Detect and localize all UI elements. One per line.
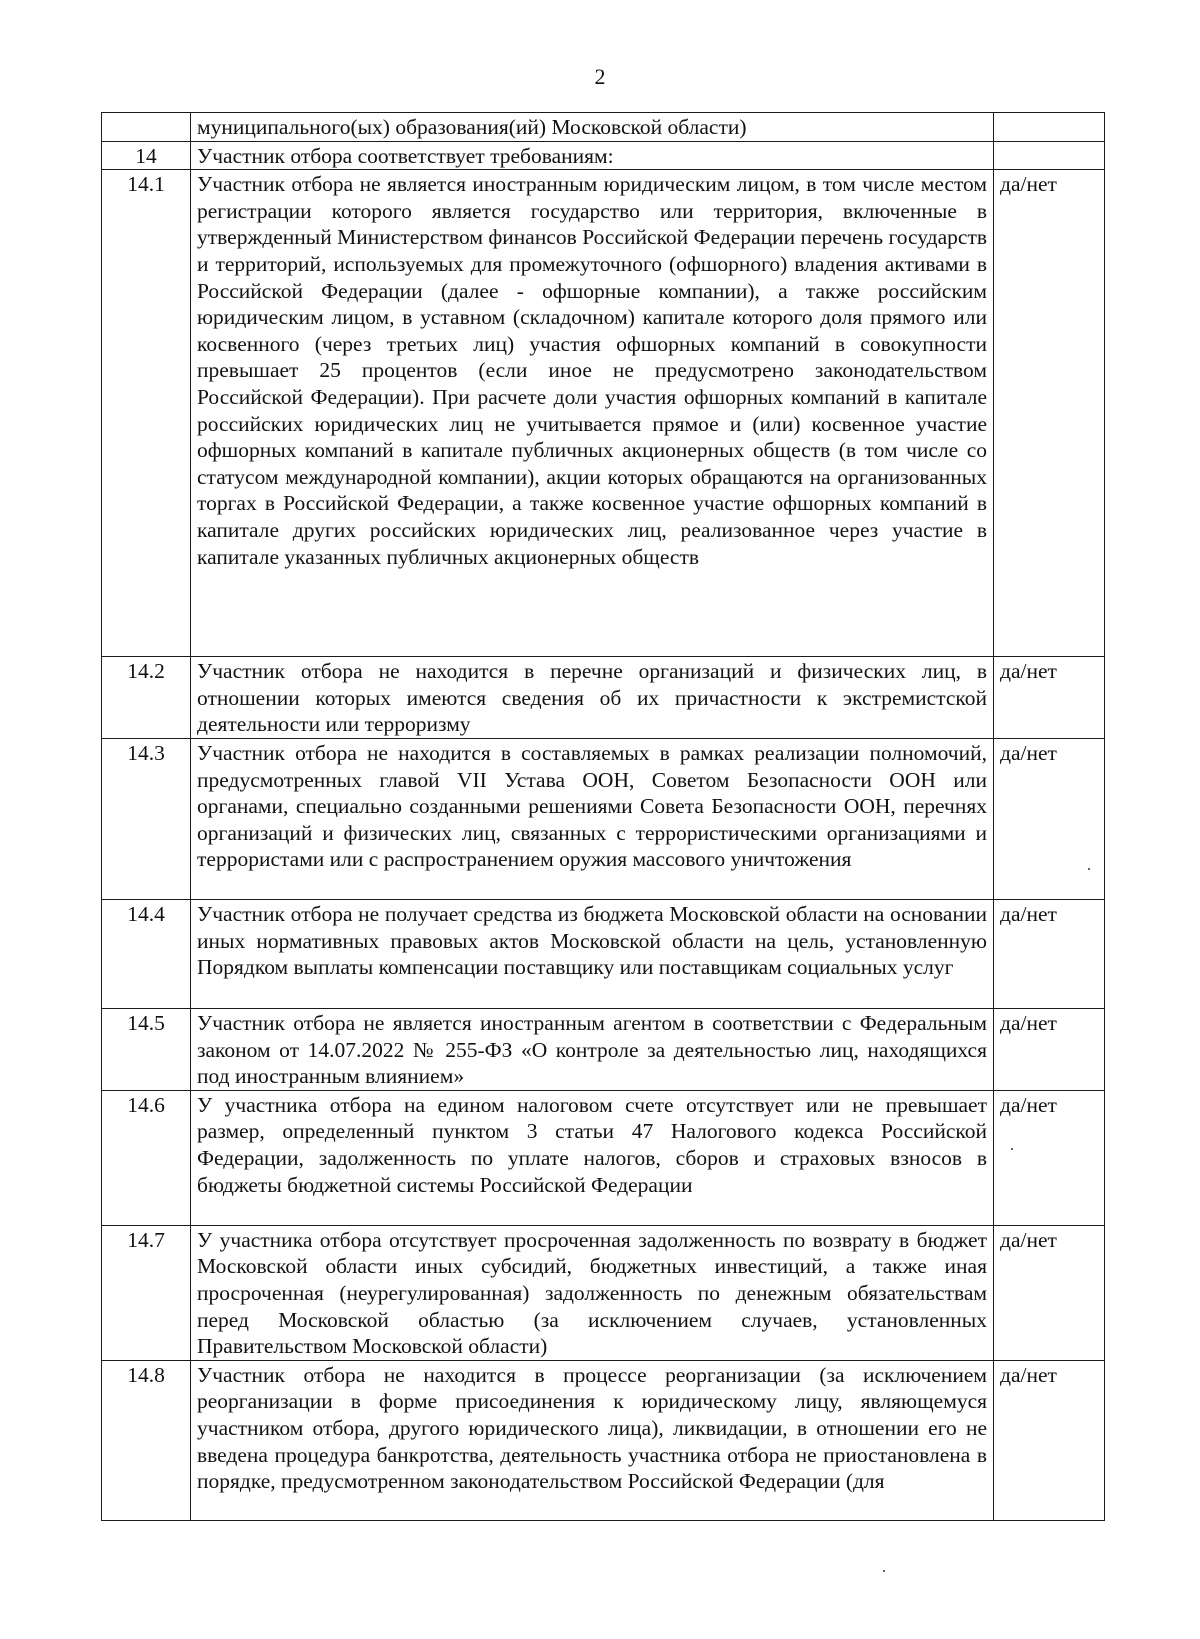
row-number-cell: 14.2 bbox=[102, 657, 191, 739]
row-text-cell: Участник отбора не получает средства из бюджета Московской области на основании иных нормативных правовых актов Московской области на цель, установленную Порядком выплаты компенсации поставщику или поставщикам социальных услуг bbox=[191, 899, 994, 1008]
row-number-cell: 14.8 bbox=[102, 1360, 191, 1520]
scan-speck bbox=[1088, 868, 1090, 870]
row-number-cell bbox=[102, 113, 191, 142]
table-row bbox=[102, 170, 1105, 657]
row-answer-cell: да/нет bbox=[994, 1008, 1105, 1090]
row-text-cell: Участник отбора не является иностранным агентом в соответствии с Федеральным законом от 14.07.2022 № 255-ФЗ «О контроле за деятельностью лиц, находящихся под иностранным влиянием» bbox=[191, 1008, 994, 1090]
table-row bbox=[102, 738, 1105, 899]
row-text-cell: Участник отбора соответствует требованиям: bbox=[191, 141, 994, 170]
page-number: 2 bbox=[594, 64, 606, 89]
row-text-cell: Участник отбора не является иностранным юридическим лицом, в том числе местом регистрации которого является государство или территория, включенные в утвержденный Министерством финансов Российской Федерации перечень государств и территорий, используемых для промежуточного (офшорного) владения активами в Российской Федерации (далее - офшорные компании), а также российским юридическим лицом, в уставном (складочном) капитале которого доля прямого или косвенного (через третьих лиц) участия офшорных компаний в совокупности превышает 25 процентов (если иное не предусмотрено законодательством Российской Федерации). При расчете доли участия офшорных компаний в капитале российских юридических лиц не учитывается прямое и (или) косвенное участие офшорных компаний в капитале публичных акционерных обществ (в том числе со статусом международной компании), акции которых обращаются на организованных торгах в Российской Федерации, а также косвенное участие офшорных компаний в капитале других российских юридических лиц, реализованное через участие в капитале указанных публичных акционерных обществ bbox=[191, 170, 994, 657]
row-text-cell: Участник отбора не находится в составляемых в рамках реализации полномочий, предусмотренных главой VII Устава ООН, Советом Безопасности ООН или органами, специально созданными решениями Совета Безопасности ООН, перечнях организаций и физических лиц, связанных с террористическими организациями и террористами или с распространением оружия массового уничтожения bbox=[191, 738, 994, 899]
table-row bbox=[102, 899, 1105, 1008]
row-answer-cell: да/нет bbox=[994, 899, 1105, 1008]
row-number-cell: 14.1 bbox=[102, 170, 191, 657]
table-row bbox=[102, 1225, 1105, 1360]
row-number-cell: 14.4 bbox=[102, 899, 191, 1008]
row-text-cell: У участника отбора на едином налоговом счете отсутствует или не превышает размер, определенный пунктом 3 статьи 47 Налогового кодекса Российской Федерации, задолженность по уплате налогов, сборов и страховых взносов в бюджеты бюджетной системы Российской Федерации bbox=[191, 1090, 994, 1225]
table-row bbox=[102, 657, 1105, 739]
table-row bbox=[102, 141, 1105, 170]
table-row bbox=[102, 1008, 1105, 1090]
row-answer-cell: да/нет bbox=[994, 170, 1105, 657]
table-row bbox=[102, 1360, 1105, 1520]
row-answer-cell: да/нет bbox=[994, 1360, 1105, 1520]
row-number-cell: 14.6 bbox=[102, 1090, 191, 1225]
row-number-cell: 14.7 bbox=[102, 1225, 191, 1360]
row-answer-cell: да/нет bbox=[994, 657, 1105, 739]
row-answer-cell: да/нет bbox=[994, 1090, 1105, 1225]
row-number-cell: 14 bbox=[102, 141, 191, 170]
scan-speck bbox=[883, 1570, 885, 1572]
scan-speck bbox=[1011, 1148, 1013, 1150]
row-text-cell: Участник отбора не находится в перечне организаций и физических лиц, в отношении которых имеются сведения об их причастности к экстремистской деятельности или терроризму bbox=[191, 657, 994, 739]
row-answer-cell bbox=[994, 141, 1105, 170]
row-answer-cell bbox=[994, 113, 1105, 142]
table-row bbox=[102, 113, 1105, 142]
row-text-cell: У участника отбора отсутствует просроченная задолженность по возврату в бюджет Московской области иных субсидий, бюджетных инвестиций, а также иная просроченная (неурегулированная) задолженность по денежным обязательствам перед Московской областью (за исключением случаев, установленных Правительством Московской области) bbox=[191, 1225, 994, 1360]
row-text-cell: муниципального(ых) образования(ий) Московской области) bbox=[191, 113, 994, 142]
row-number-cell: 14.3 bbox=[102, 738, 191, 899]
table-row bbox=[102, 1090, 1105, 1225]
row-number-cell: 14.5 bbox=[102, 1008, 191, 1090]
row-answer-cell: да/нет bbox=[994, 1225, 1105, 1360]
requirements-table bbox=[101, 112, 1105, 1521]
row-text-cell: Участник отбора не находится в процессе реорганизации (за исключением реорганизации в форме присоединения к юридическому лицу, являющемуся участником отбора, другого юридического лица), ликвидации, в отношении его не введена процедура банкротства, деятельность участника отбора не приостановлена в порядке, предусмотренном законодательством Российской Федерации (для bbox=[191, 1360, 994, 1520]
row-answer-cell: да/нет bbox=[994, 738, 1105, 899]
